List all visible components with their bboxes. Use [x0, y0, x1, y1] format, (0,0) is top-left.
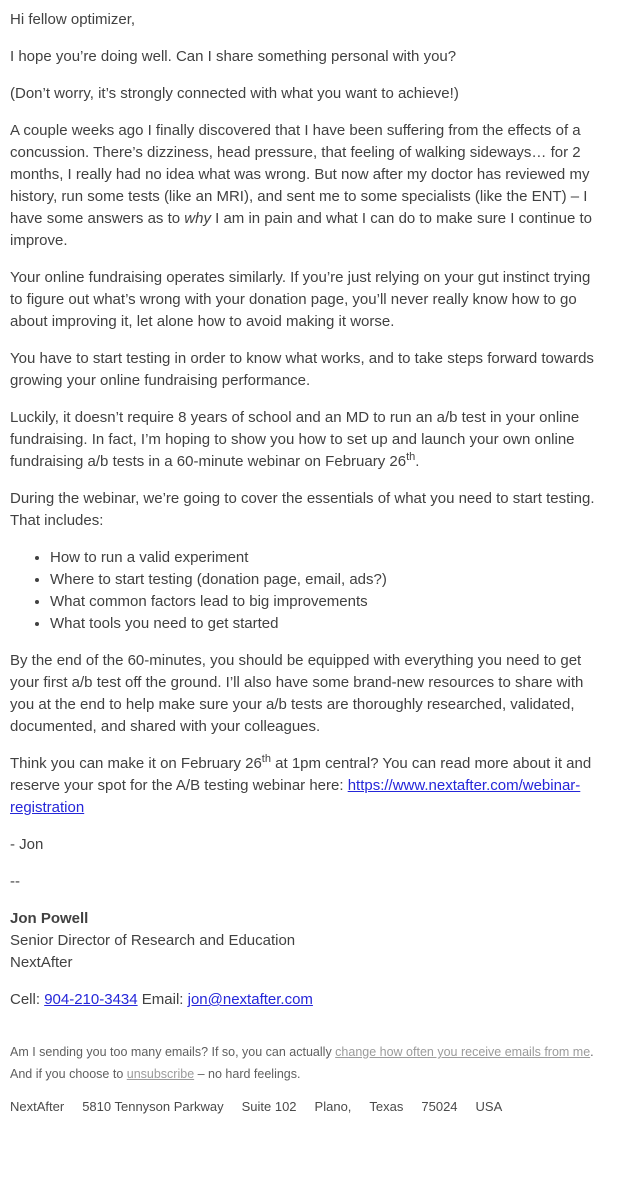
footer-seg1: Am I sending you too many emails? If so, you can actually	[10, 1045, 336, 1059]
webinar-registration-link[interactable]: https://www.nextafter.com/webinar-registration	[10, 777, 581, 816]
paragraph-testing: You have to start testing in order to know what works, and to take steps forward towards growing your online fundraising performance.	[10, 350, 594, 389]
webinar-topics-list	[10, 547, 595, 635]
signature-separator: --	[10, 873, 20, 890]
address-street: 5810 Tennyson Parkway	[82, 1099, 224, 1114]
address-suite: Suite 102	[241, 1099, 297, 1114]
cell-phone-link[interactable]: 904-210-3434	[44, 991, 138, 1008]
paragraph-dont-worry: (Don’t worry, it’s strongly connected with what you want to achieve!)	[10, 85, 459, 102]
date-ordinal-suffix: th	[406, 451, 416, 463]
address-state: Texas	[369, 1099, 404, 1114]
list-item: • Where to start testing (donation page, email, ads?)	[50, 569, 595, 591]
paragraph-think-pre: Think you can make it on February 26	[10, 755, 262, 772]
paragraph-think-mid: at 1pm central? You can read more about it and reserve your spot for the A/B testing webinar here:	[10, 755, 592, 794]
cell-label: Cell:	[10, 991, 45, 1008]
address-company: NextAfter	[10, 1099, 65, 1114]
signature-company: NextAfter	[10, 954, 73, 971]
emphasis-why: why	[184, 210, 211, 227]
list-item: • How to run a valid experiment	[50, 547, 595, 569]
paragraph-fundraising: Your online fundraising operates similarly. If you’re just relying on your gut instinct trying to figure out what’s wrong with your donation page, you’ll never really know how to go about improving it, let alone how to avoid making it worse.	[10, 269, 591, 330]
footer-seg2: . And if you choose to	[10, 1045, 594, 1081]
email-line	[142, 991, 313, 1008]
paragraph-luckily	[10, 407, 595, 473]
list-item: • What tools you need to get started	[50, 613, 595, 635]
email-label: Email:	[141, 991, 188, 1008]
paragraph-luckily-pre: Luckily, it doesn’t require 8 years of school and an MD to run an a/b test in your online fundraising. In fact, I’m hoping to show you how to set up and launch your own online fundraising a/b tests in a 60-minute webinar on February 26	[10, 409, 580, 470]
cell-line	[10, 991, 138, 1008]
greeting: Hi fellow optimizer,	[10, 11, 136, 28]
signoff: - Jon	[10, 836, 44, 853]
email-frequency-link[interactable]: change how often you receive emails from me	[335, 1045, 591, 1059]
paragraph-hope: I hope you’re doing well. Can I share something personal with you?	[10, 48, 457, 65]
address-country: USA	[475, 1099, 503, 1114]
footer-preferences-text	[10, 1041, 595, 1085]
paragraph-concussion-post: I am in pain and what I can do to make sure I continue to improve.	[10, 210, 593, 249]
email-body	[10, 9, 595, 1011]
address-city: Plano,	[314, 1099, 352, 1114]
paragraph-concussion-pre: A couple weeks ago I finally discovered that I have been suffering from the effects of a concussion. There’s dizziness, head pressure, that feeling of walking sideways… for 2 months, I really had no idea what was wrong. But now after my doctor has reviewed my history, run some tests (like an MRI), and sent me to some specialists (like the ENT) – I have some answers as to	[10, 122, 590, 227]
signature-name: Jon Powell	[10, 910, 89, 927]
address-zip: 75024	[421, 1099, 458, 1114]
paragraph-think	[10, 753, 595, 819]
date-ordinal-suffix: th	[261, 753, 271, 765]
list-item: • What common factors lead to big improvements	[50, 591, 595, 613]
contact-block	[10, 989, 595, 1011]
paragraph-by-end: By the end of the 60-minutes, you should be equipped with everything you need to get your first a/b test off the ground. I’ll also have some brand-new resources to share with you at the end to help make sure your a/b tests are thoroughly researched, validated, documented, and shared with your colleagues.	[10, 652, 584, 735]
paragraph-during-webinar: During the webinar, we’re going to cover the essentials of what you need to start testing. That includes:	[10, 490, 595, 529]
footer-seg3: – no hard feelings.	[194, 1067, 301, 1081]
paragraph-luckily-post: .	[415, 453, 420, 470]
email-footer	[10, 1041, 595, 1117]
paragraph-concussion	[10, 120, 595, 252]
signature-block	[10, 908, 595, 974]
unsubscribe-link[interactable]: unsubscribe	[126, 1067, 195, 1081]
email-address-link[interactable]: jon@nextafter.com	[187, 991, 313, 1008]
signature-title: Senior Director of Research and Education	[10, 932, 296, 949]
company-address	[10, 1097, 595, 1117]
